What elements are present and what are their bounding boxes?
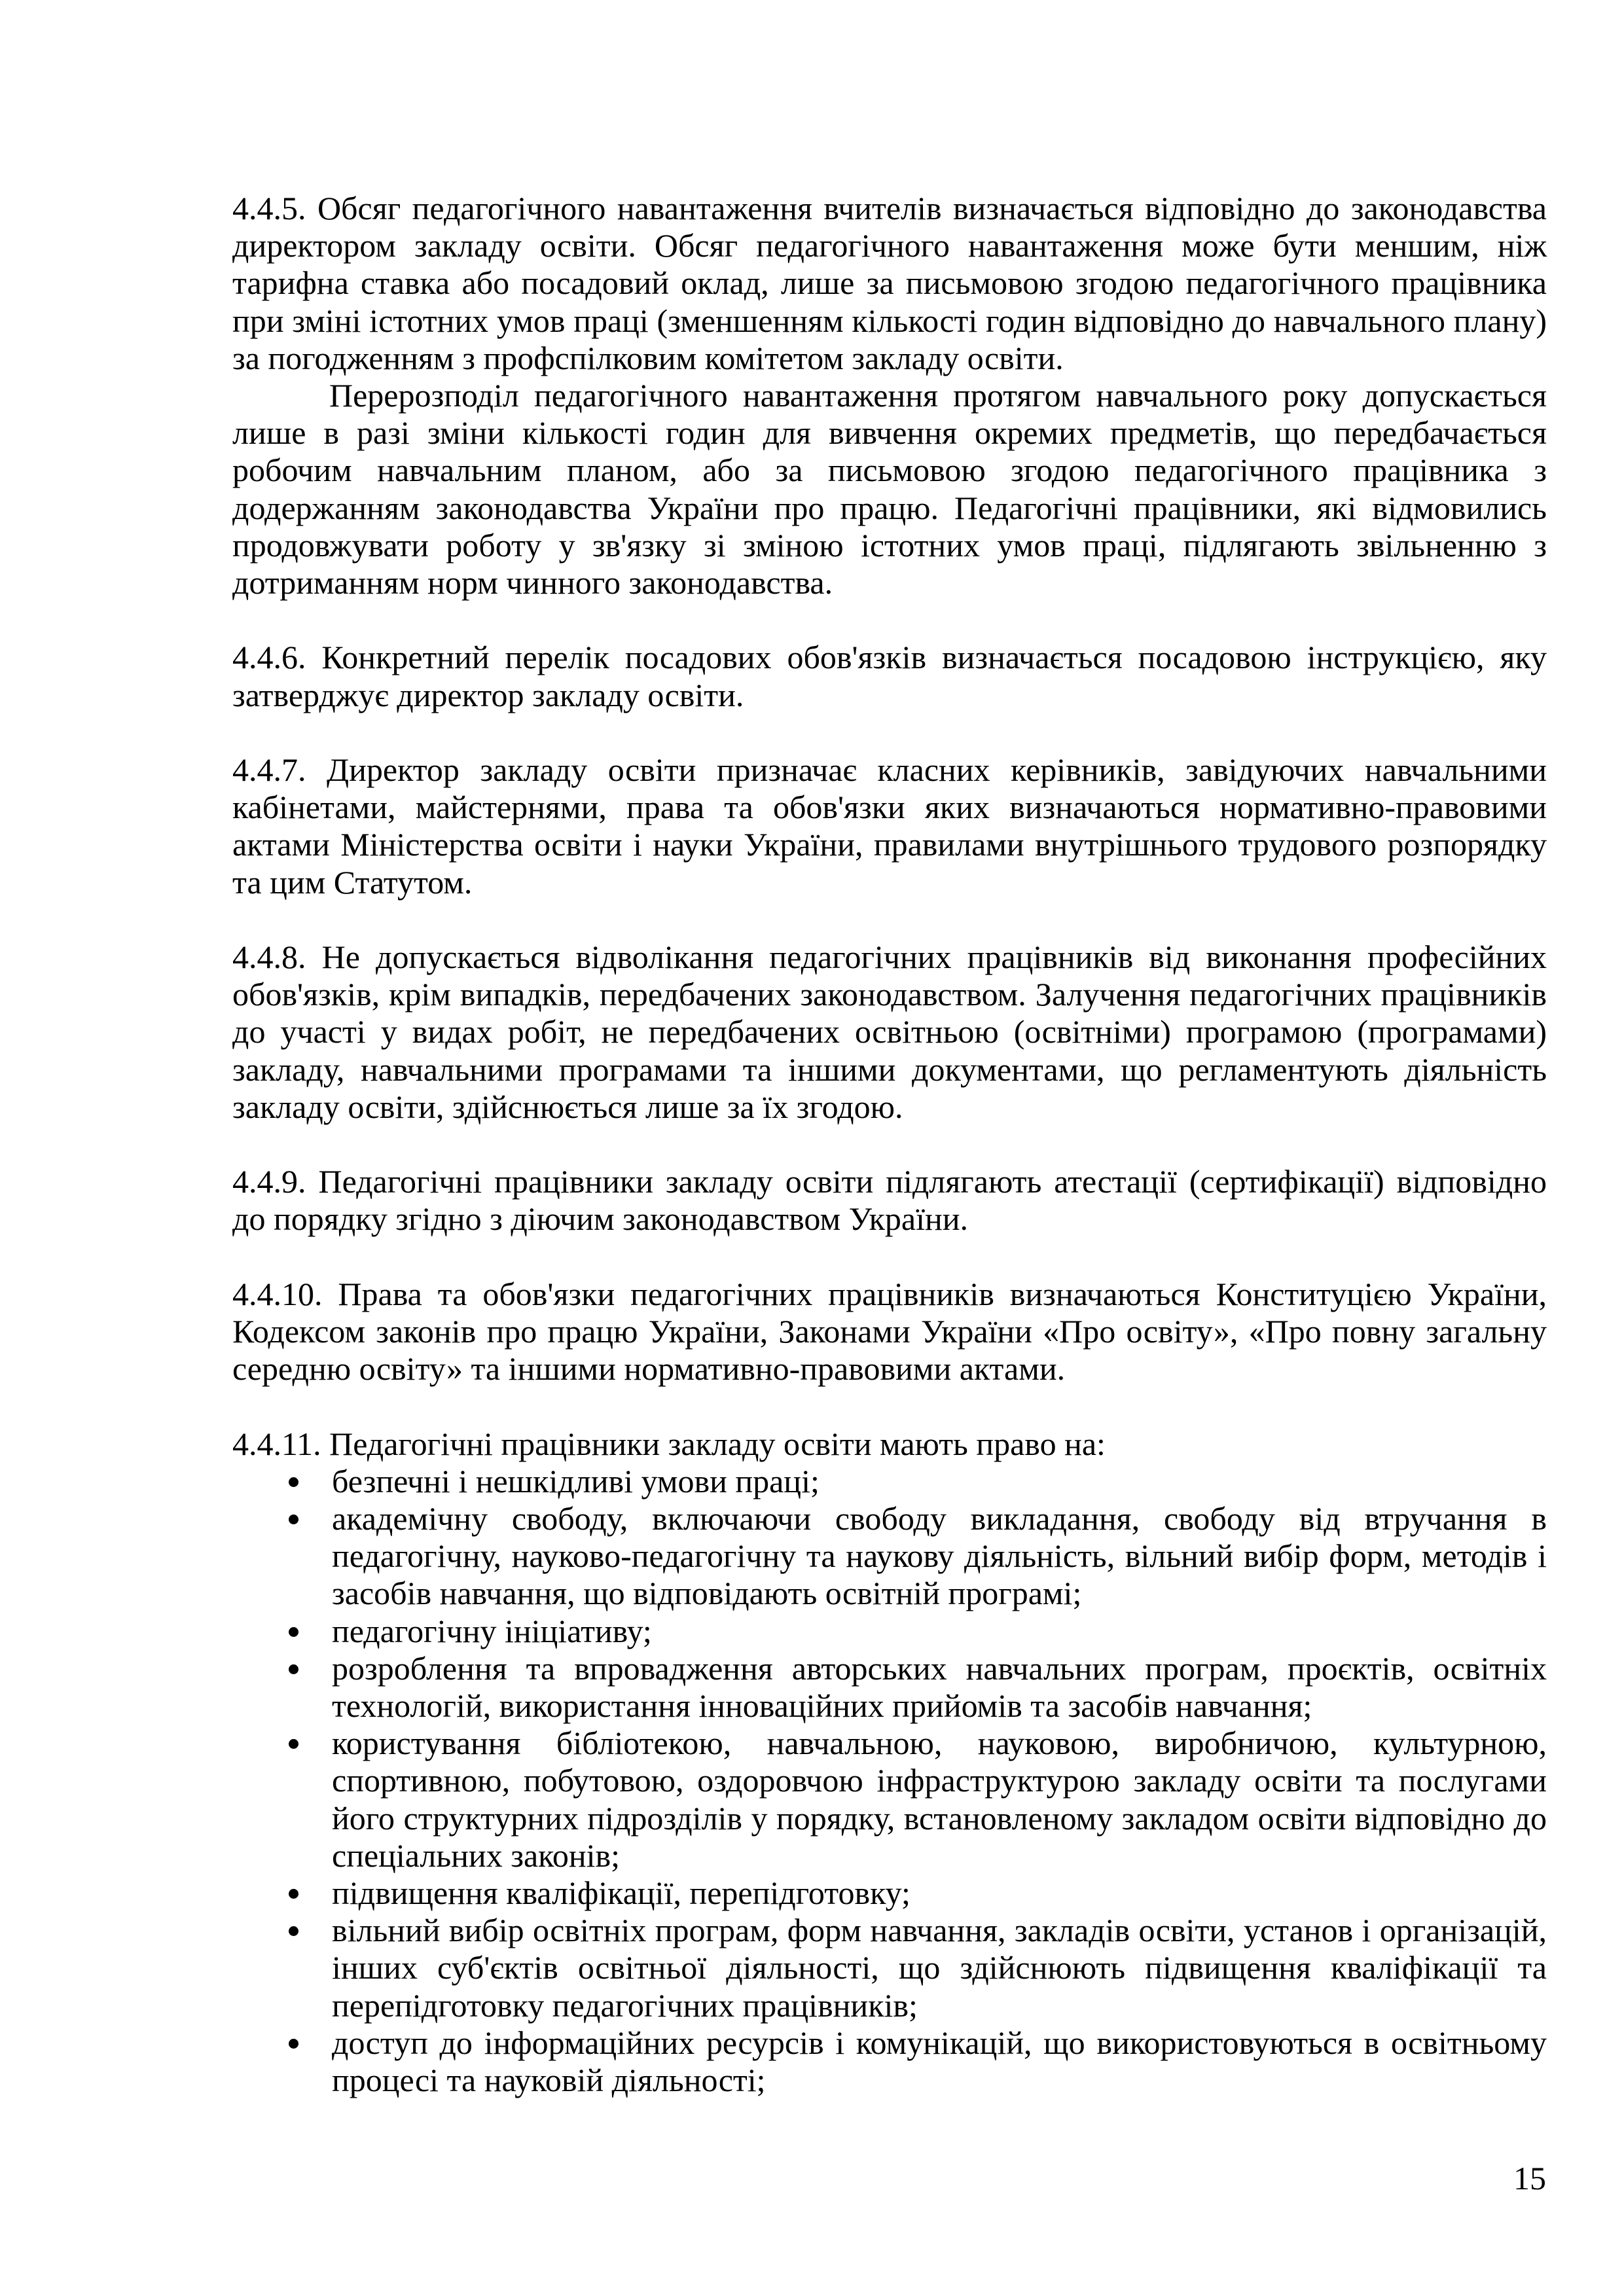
list-item bbox=[232, 1874, 1547, 1912]
section-4-4-11-heading: 4.4.11. Педагогічні працівники закладу освіти мають право на: bbox=[232, 1425, 1106, 1462]
list-item bbox=[232, 1613, 1547, 1650]
paragraph-spacer bbox=[232, 1238, 1547, 1276]
bullet-icon bbox=[289, 1889, 298, 1899]
section-4-4-9-paragraph: 4.4.9. Педагогічні працівники закладу освіти підлягають атестації (сертифікації) відповідно до порядку згідно з діючим законодавством України. bbox=[232, 1163, 1547, 1238]
bullet-icon bbox=[289, 1515, 298, 1524]
section-4-4-5-redistribution-paragraph: Перерозподіл педагогічного навантаження протягом навчального року допускається лише в разі зміни кількості годин для вивчення окремих предметів, що передбачається робочим навчальним планом, або за письмовою згодою педагогічного працівника з додержанням законодавства України про працю. Педагогічні працівники, які відмовились продовжувати роботу у зв'язку зі зміною істотних умов праці, підлягають звільненню з дотриманням норм чинного законодавства. bbox=[232, 377, 1547, 601]
list-item-text: розроблення та впровадження авторських навчальних програм, проєктів, освітніх технологій, використання інноваційних прийомів та засобів навчання; bbox=[332, 1649, 1547, 1725]
bullet-icon bbox=[289, 1664, 298, 1674]
list-item-text: користування бібліотекою, навчальною, науковою, виробничою, культурною, спортивною, побутовою, оздоровчою інфраструктурою закладу освіти та послугами його структурних підрозділів у порядку, встановленому закладом освіти відповідно до спеціальних законів; bbox=[332, 1725, 1547, 1874]
list-item-text: підвищення кваліфікації, перепідготовку; bbox=[332, 1874, 911, 1912]
document-page-body bbox=[232, 190, 1547, 2099]
rights-bullet-list bbox=[232, 1463, 1547, 2099]
paragraph-spacer bbox=[232, 901, 1547, 939]
list-item bbox=[232, 2024, 1547, 2099]
list-item bbox=[232, 1725, 1547, 1874]
bullet-icon bbox=[289, 1739, 298, 1749]
bullet-icon bbox=[289, 2039, 298, 2049]
list-item-text: академічну свободу, включаючи свободу викладання, свободу від втручання в педагогічну, науково-педагогічну та наукову діяльність, вільний вибір форм, методів і засобів навчання, що відповідають освітній програмі; bbox=[332, 1500, 1547, 1612]
list-item bbox=[232, 1500, 1547, 1613]
bullet-icon bbox=[289, 1926, 298, 1936]
paragraph-spacer bbox=[232, 601, 1547, 639]
list-item-text: вільний вибір освітніх програм, форм навчання, закладів освіти, установ і організацій, інших суб'єктів освітньої діяльності, що здійснюють підвищення кваліфікації та перепідготовку педагогічних працівників; bbox=[332, 1912, 1547, 2024]
page-number: 15 bbox=[1513, 2160, 1546, 2197]
list-item bbox=[232, 1463, 1547, 1500]
section-4-4-10-paragraph: 4.4.10. Права та обов'язки педагогічних працівників визначаються Конституцією України, Кодексом законів про працю України, Законами України «Про освіту», «Про повну загальну середню освіту» та іншими нормативно-правовими актами. bbox=[232, 1275, 1547, 1388]
bullet-icon bbox=[289, 1477, 298, 1487]
section-4-4-6-paragraph: 4.4.6. Конкретний перелік посадових обов'язків визначається посадовою інструкцією, яку затверджує директор закладу освіти. bbox=[232, 639, 1547, 713]
list-item bbox=[232, 1650, 1547, 1725]
list-item bbox=[232, 1912, 1547, 2024]
section-4-4-5-paragraph: 4.4.5. Обсяг педагогічного навантаження вчителів визначається відповідно до законодавства директором закладу освіти. Обсяг педагогічного навантаження може бути меншим, ніж тарифна ставка або посадовий оклад, лише за письмовою згодою педагогічного працівника при зміні істотних умов праці (зменшенням кількості годин відповідно до навчального плану) за погодженням з профспілковим комітетом закладу освіти. bbox=[232, 190, 1547, 376]
section-4-4-7-paragraph: 4.4.7. Директор закладу освіти призначає класних керівників, завідуючих навчальними кабінетами, майстернями, права та обов'язки яких визначаються нормативно-правовими актами Міністерства освіти і науки України, правилами внутрішнього трудового розпорядку та цим Статутом. bbox=[232, 751, 1547, 901]
paragraph-spacer bbox=[232, 1388, 1547, 1425]
list-item-text: безпечні і нешкідливі умови праці; bbox=[332, 1462, 820, 1499]
bullet-icon bbox=[289, 1627, 298, 1637]
paragraph-spacer bbox=[232, 714, 1547, 751]
paragraph-spacer bbox=[232, 1126, 1547, 1163]
section-4-4-8-paragraph: 4.4.8. Не допускається відволікання педагогічних працівників від виконання професійних обов'язків, крім випадків, передбачених законодавством. Залучення педагогічних працівників до участі у видах робіт, не передбачених освітньою (освітніми) програмою (програмами) закладу, навчальними програмами та іншими документами, що регламентують діяльність закладу освіти, здійснюється лише за їх згодою. bbox=[232, 939, 1547, 1125]
list-item-text: педагогічну ініціативу; bbox=[332, 1612, 652, 1649]
list-item-text: доступ до інформаційних ресурсів і комунікацій, що використовуються в освітньому процесі та науковій діяльності; bbox=[332, 2024, 1547, 2099]
